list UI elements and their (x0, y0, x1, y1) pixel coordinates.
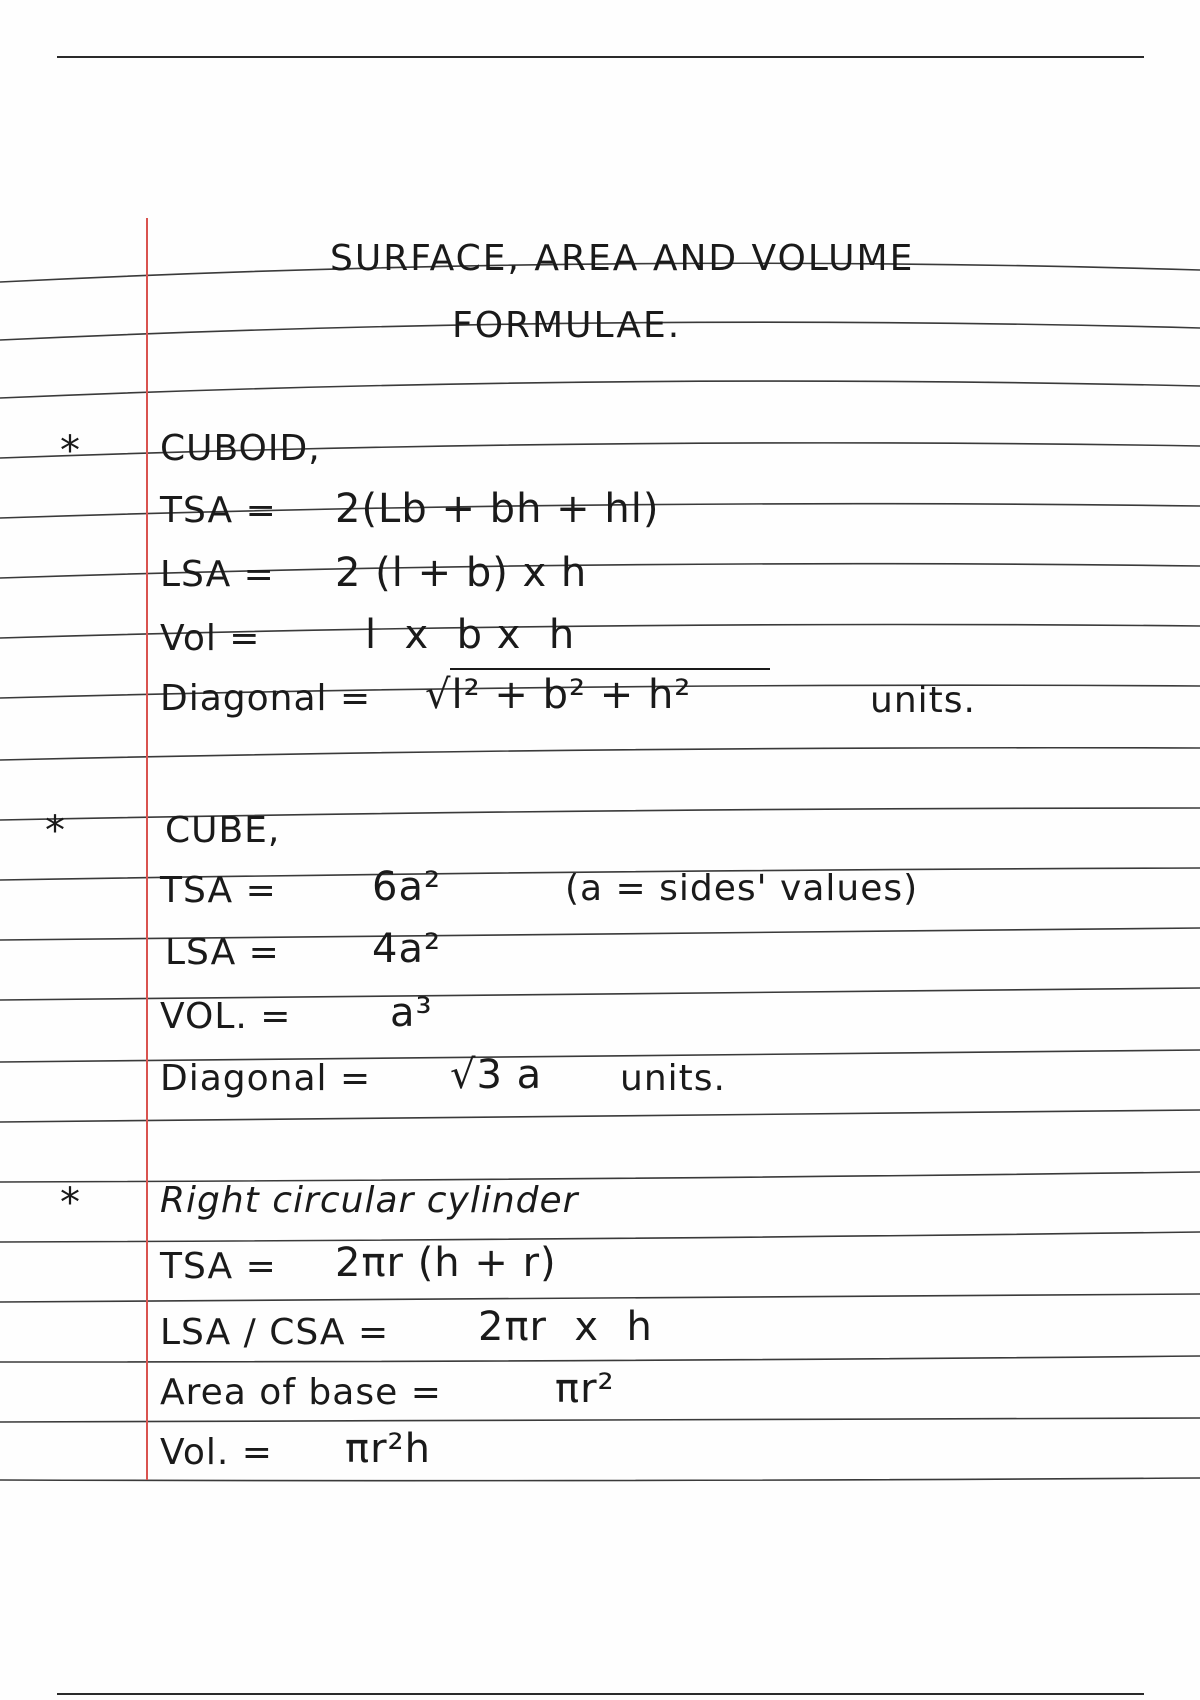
section-heading-cylinder: Right circular cylinder (160, 1180, 579, 1221)
bullet-star: * (60, 1180, 80, 1226)
cube-tsa-formula: 6a² (372, 864, 441, 910)
cuboid-tsa-formula: 2(Lb + bh + hl) (335, 486, 660, 532)
cube-tsa-note: (a = sides' values) (565, 868, 919, 909)
cube-vol-formula: a³ (390, 990, 433, 1036)
sqrt-bar (450, 668, 770, 670)
cube-lsa-label: LSA = (165, 932, 280, 973)
cuboid-diagonal-formula: √l² + b² + h² (425, 672, 692, 718)
cube-diagonal-label: Diagonal = (160, 1058, 372, 1099)
cuboid-vol-formula: l x b x h (365, 612, 576, 658)
cuboid-vol-label: Vol = (160, 618, 261, 659)
bullet-star: * (45, 808, 65, 854)
margin-line (146, 218, 148, 1480)
cuboid-lsa-label: LSA = (160, 554, 275, 595)
cylinder-lsa-formula: 2πr x h (478, 1304, 653, 1350)
page-title-line2: FORMULAE. (452, 305, 682, 346)
cuboid-tsa-label: TSA = (160, 490, 277, 531)
cube-diagonal-formula: √3 a (450, 1052, 543, 1098)
cube-diagonal-units: units. (620, 1058, 726, 1099)
cylinder-vol-formula: πr²h (345, 1426, 431, 1472)
bullet-star: * (60, 428, 80, 474)
page-title-line1: SURFACE, AREA AND VOLUME (330, 238, 915, 279)
cuboid-lsa-formula: 2 (l + b) x h (335, 550, 588, 596)
cube-tsa-label: TSA = (160, 870, 277, 911)
cuboid-diagonal-units: units. (870, 680, 976, 721)
cylinder-tsa-formula: 2πr (h + r) (335, 1240, 557, 1286)
bottom-rule (57, 1693, 1144, 1695)
cylinder-tsa-label: TSA = (160, 1246, 277, 1287)
cube-vol-label: VOL. = (160, 996, 292, 1037)
top-rule (57, 56, 1144, 58)
section-heading-cube: CUBE, (165, 810, 281, 851)
cube-lsa-formula: 4a² (372, 926, 441, 972)
section-heading-cuboid: CUBOID, (160, 428, 321, 469)
cylinder-lsa-label: LSA / CSA = (160, 1312, 390, 1353)
cylinder-base-area-label: Area of base = (160, 1372, 442, 1413)
cylinder-base-area-formula: πr² (555, 1366, 615, 1412)
cylinder-vol-label: Vol. = (160, 1432, 273, 1473)
cuboid-diagonal-label: Diagonal = (160, 678, 372, 719)
